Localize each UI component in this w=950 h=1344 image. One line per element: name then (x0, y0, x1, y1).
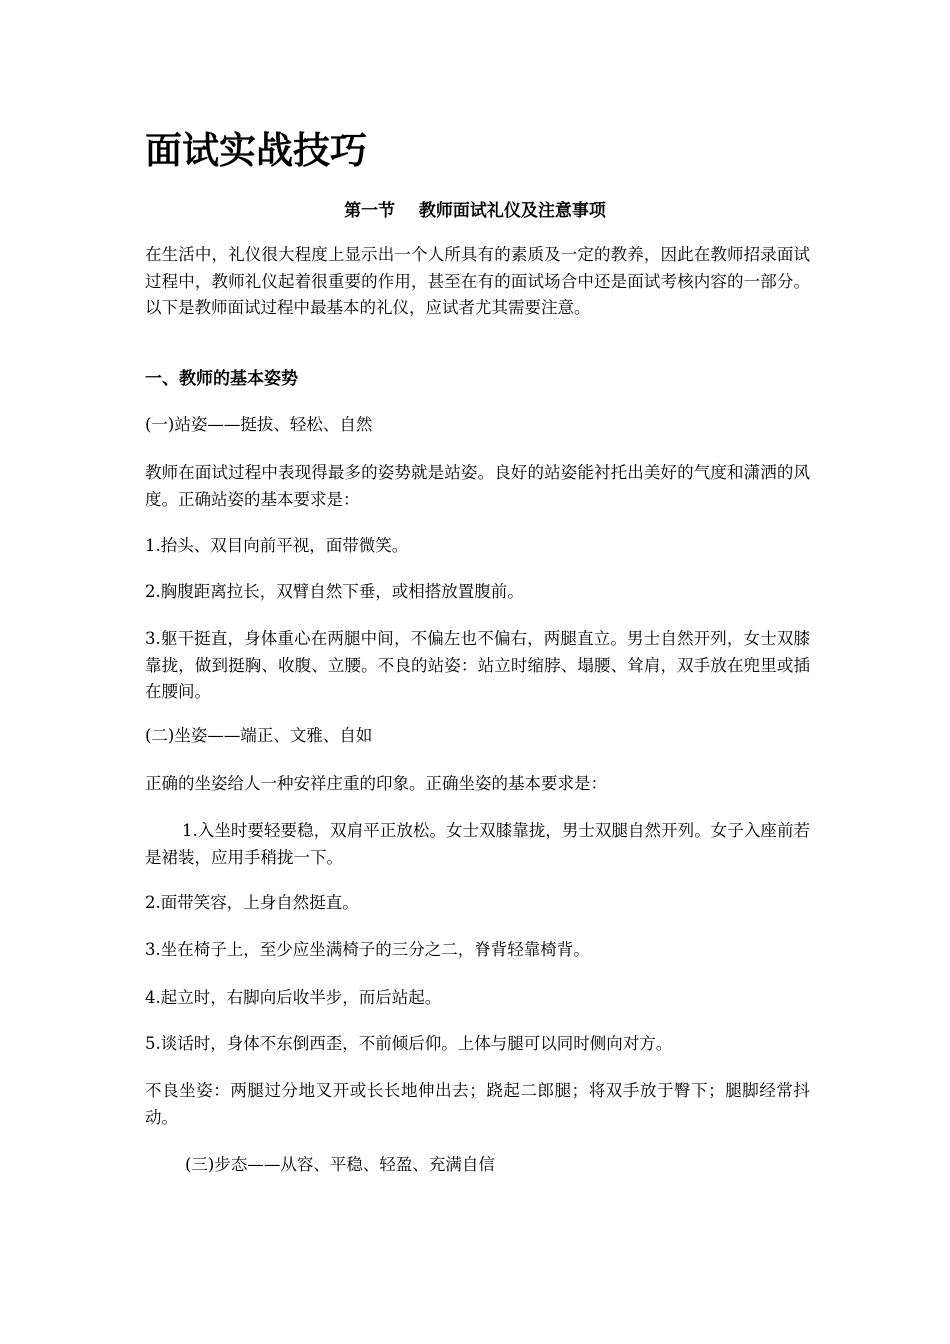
sitting-item-2: 2.面带笑容，上身自然挺直。 (145, 893, 359, 912)
document-title: 面试实战技巧 (145, 129, 367, 172)
standing-item-3: 3.躯干挺直，身体重心在两腿中间，不偏左也不偏右，两腿直立。男士自然开列，女士双膝靠拢，做到挺胸、收腹、立腰。不良的站姿：站立时缩脖、塌腰、耸肩，双手放在兜里或插在腰间。 (145, 629, 810, 701)
sitting-item-4: 4.起立时，右脚向后收半步，而后站起。 (145, 988, 442, 1007)
standing-intro: 教师在面试过程中表现得最多的姿势就是站姿。良好的站姿能衬托出美好的气度和潇洒的风度。正确站姿的基本要求是： (145, 463, 810, 509)
sitting-item-3: 3.坐在椅子上，至少应坐满椅子的三分之二，脊背轻靠椅背。 (145, 940, 590, 959)
sitting-item-5: 5.谈话时，身体不东倒西歪，不前倾后仰。上体与腿可以同时侧向对方。 (145, 1034, 673, 1053)
intro-paragraph: 在生活中，礼仪很大程度上显示出一个人所具有的素质及一定的教养，因此在教师招录面试过程中，教师礼仪起着很重要的作用，甚至在有的面试场合中还是面试考核内容的一部分。以下是教师面试过程中最基本的礼仪，应试者尤其需要注意。 (145, 245, 810, 317)
heading-basic-postures: 一、教师的基本姿势 (145, 369, 298, 389)
standing-subheading: (一)站姿——挺拔、轻松、自然 (145, 415, 373, 434)
sitting-subheading: (二)坐姿——端正、文雅、自如 (145, 726, 373, 745)
sitting-bad-postures: 不良坐姿：两腿过分地叉开或长长地伸出去；跷起二郎腿；将双手放于臀下；腿脚经常抖动。 (145, 1081, 810, 1127)
section-title: 第一节 教师面试礼仪及注意事项 (344, 201, 606, 221)
sitting-intro: 正确的坐姿给人一种安祥庄重的印象。正确坐姿的基本要求是： (145, 774, 607, 793)
standing-item-2: 2.胸腹距离拉长，双臂自然下垂，或相搭放置腹前。 (145, 582, 524, 601)
sitting-item-1: 1.入坐时要轻要稳，双肩平正放松。女士双膝靠拢，男士双腿自然开列。女子入座前若是裙装，应用手稍拢一下。 (145, 821, 810, 867)
standing-item-1: 1.抬头、双目向前平视，面带微笑。 (145, 536, 409, 555)
walking-subheading: (三)步态——从容、平稳、轻盈、充满自信 (185, 1155, 495, 1174)
